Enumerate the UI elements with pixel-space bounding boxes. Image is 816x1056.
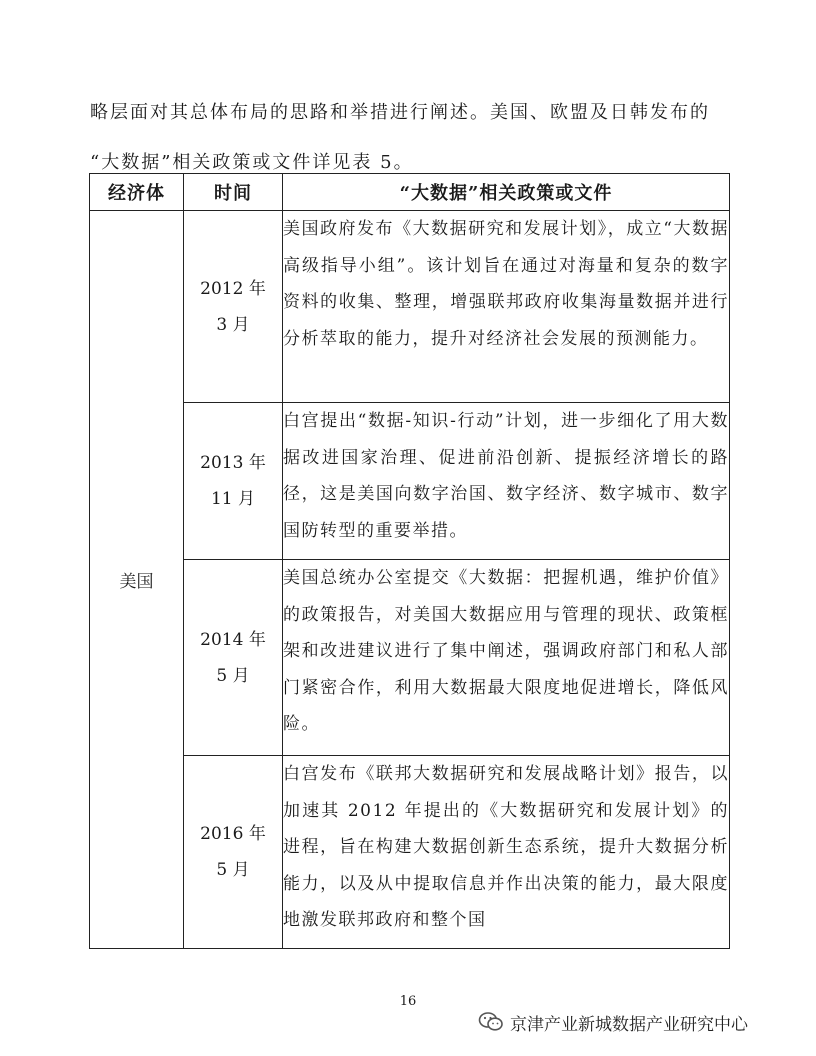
time-cell	[184, 403, 283, 560]
time-cell	[184, 560, 283, 756]
policy-cell: 美国政府发布《大数据研究和发展计划》，成立“大数据高级指导小组”。该计划旨在通过对海量和复杂的数字资料的收集、整理，增强联邦政府收集海量数据并进行分析萃取的能力，提升对经济社会发展的预测能力。	[283, 211, 730, 403]
table-row	[90, 211, 730, 403]
intro-line-2: “大数据”相关政策或文件详见表 5。	[90, 152, 414, 173]
table-header-row	[90, 174, 730, 211]
policy-cell: 美国总统办公室提交《大数据：把握机遇，维护价值》的政策报告，对美国大数据应用与管理的现状、政策框架和改进建议进行了集中阐述，强调政府部门和私人部门紧密合作，利用大数据最大限度地促进增长，降低风险。	[283, 560, 730, 756]
time-text: 2016 年 5 月	[200, 824, 266, 880]
table-row	[90, 560, 730, 756]
brand-name: 京津产业新城数据产业研究中心	[510, 1014, 748, 1035]
time-text: 2014 年 5 月	[200, 629, 266, 686]
time-cell	[184, 756, 283, 949]
policy-table	[89, 173, 730, 949]
intro-line-1: 略层面对其总体布局的思路和举措进行阐述。美国、欧盟及日韩发布的	[90, 102, 710, 123]
time-text: 2012 年 3 月	[200, 278, 266, 335]
page-number: 16	[399, 994, 417, 1009]
policy-cell: 白宫发布《联邦大数据研究和发展战略计划》报告，以加速其 2012 年提出的《大数据研究和发展计划》的进程，旨在构建大数据创新生态系统，提升大数据分析能力，以及从中提取信息并作出决策的能力，最大限度地激发联邦政府和整个国	[283, 756, 730, 949]
table-row	[90, 403, 730, 560]
policy-cell: 白宫提出“数据-知识-行动”计划，进一步细化了用大数据改进国家治理、促进前沿创新、提振经济增长的路径，这是美国向数字治国、数字经济、数字城市、数字国防转型的重要举措。	[283, 403, 730, 560]
brand-watermark	[478, 1008, 748, 1036]
economy-cell: 美国	[90, 211, 184, 949]
time-text: 2013 年 11 月	[200, 453, 266, 509]
header-economy: 经济体	[90, 174, 184, 211]
time-cell	[184, 211, 283, 403]
table-row	[90, 756, 730, 949]
wechat-icon	[478, 1011, 504, 1033]
header-time: 时间	[184, 174, 283, 211]
header-policy: “大数据”相关政策或文件	[283, 174, 730, 211]
